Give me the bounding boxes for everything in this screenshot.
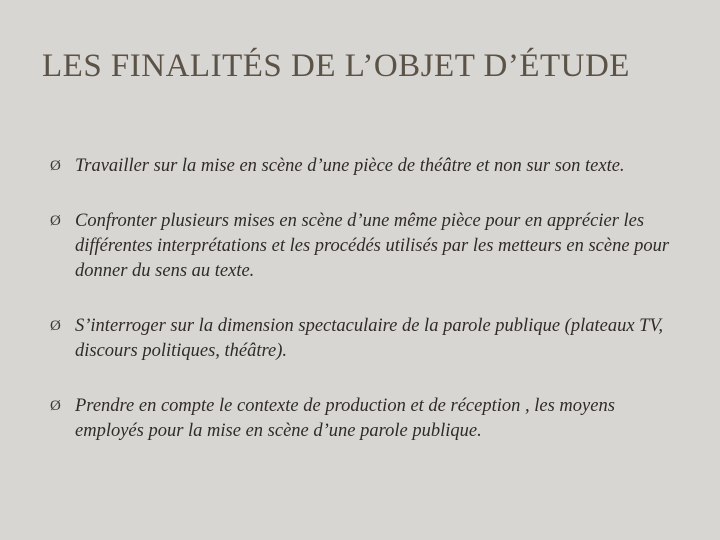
arrow-bullet-icon: Ø — [50, 158, 61, 174]
bullet-list — [50, 154, 680, 474]
bullet-text: Prendre en compte le contexte de production et de réception , les moyens employés pour la mise en scène d’une parole publique. — [75, 396, 615, 441]
list-item — [50, 209, 680, 284]
list-item — [50, 154, 680, 179]
list-item — [50, 314, 680, 364]
bullet-text: S’interroger sur la dimension spectaculaire de la parole publique (plateaux TV, discours politiques, théâtre). — [75, 316, 663, 361]
arrow-bullet-icon: Ø — [50, 398, 61, 414]
slide-title: LES FINALITÉS DE L’OBJET D’ÉTUDE — [42, 48, 630, 84]
list-item — [50, 394, 680, 444]
bullet-text: Travailler sur la mise en scène d’une pièce de théâtre et non sur son texte. — [75, 156, 625, 176]
arrow-bullet-icon: Ø — [50, 213, 61, 229]
bullet-text: Confronter plusieurs mises en scène d’une même pièce pour en apprécier les différentes interprétations et les procédés utilisés par les metteurs en scène pour donner du sens au texte. — [75, 211, 670, 281]
arrow-bullet-icon: Ø — [50, 318, 61, 334]
